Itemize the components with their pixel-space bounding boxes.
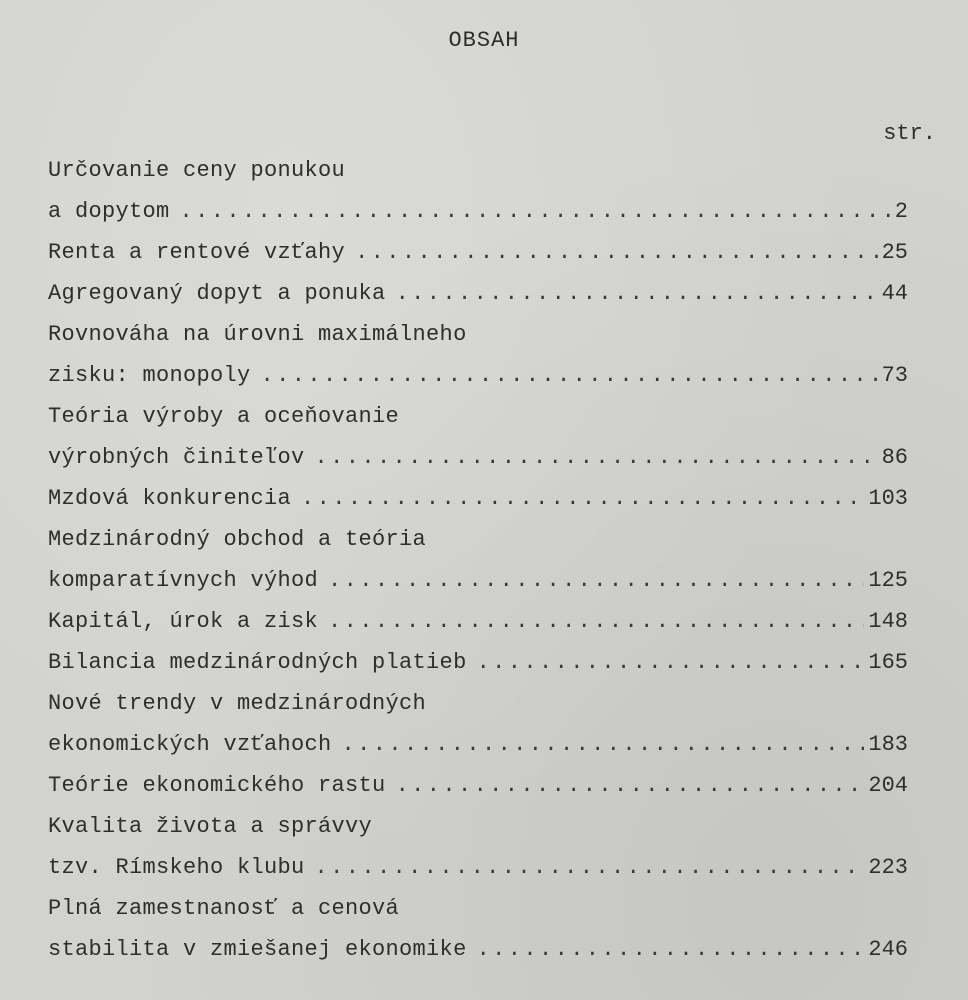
toc-entry-title: Rovnováha na úrovni maximálneho <box>48 322 467 347</box>
toc-entry <box>48 232 908 273</box>
page-title: OBSAH <box>448 28 520 53</box>
toc-page-number: 183 <box>868 732 908 757</box>
toc-entry-title: a dopytom <box>48 199 170 224</box>
toc-page-number: 125 <box>868 568 908 593</box>
toc-entry <box>48 150 908 232</box>
toc-entry-title: Renta a rentové vzťahy <box>48 240 346 265</box>
toc-entry-line <box>48 232 908 273</box>
toc-entry <box>48 314 908 396</box>
toc-entry <box>48 396 908 478</box>
toc-entry-title: Medzinárodný obchod a teória <box>48 527 427 552</box>
dot-leader <box>315 437 878 478</box>
toc-entry-line <box>48 847 908 888</box>
toc-entry-title: Bilancia medzinárodných platieb <box>48 650 467 675</box>
table-of-contents <box>48 150 908 970</box>
toc-entry-line <box>48 150 908 191</box>
toc-entry-line <box>48 396 908 437</box>
toc-entry <box>48 478 908 519</box>
toc-entry <box>48 765 908 806</box>
dot-leader <box>328 560 864 601</box>
toc-entry-title: Nové trendy v medzinárodných <box>48 691 427 716</box>
toc-entry-line <box>48 806 908 847</box>
toc-entry-line <box>48 724 908 765</box>
toc-page-number: 2 <box>894 199 908 224</box>
dot-leader <box>261 355 878 396</box>
toc-page-number: 204 <box>868 773 908 798</box>
toc-entry-line <box>48 929 908 970</box>
toc-entry-line <box>48 437 908 478</box>
toc-entry-line <box>48 519 908 560</box>
toc-page-number: 86 <box>881 445 908 470</box>
toc-entry-line <box>48 888 908 929</box>
toc-page-number: 73 <box>881 363 908 388</box>
dot-leader <box>301 478 864 519</box>
dot-leader <box>477 929 865 970</box>
toc-entry <box>48 273 908 314</box>
toc-entry-line <box>48 601 908 642</box>
page-column-label: str. <box>883 121 936 146</box>
toc-entry-title: Mzdová konkurencia <box>48 486 292 511</box>
toc-entry-title: Teória výroby a oceňovanie <box>48 404 400 429</box>
toc-entry-line <box>48 478 908 519</box>
dot-leader <box>355 232 878 273</box>
toc-entry <box>48 888 908 970</box>
toc-entry-title: ekonomických vzťahoch <box>48 732 332 757</box>
toc-entry-title: výrobných činiteľov <box>48 445 305 470</box>
toc-entry-title: Kapitál, úrok a zisk <box>48 609 319 634</box>
toc-entry-title: tzv. Rímskeho klubu <box>48 855 305 880</box>
toc-entry-title: Kvalita života a správvy <box>48 814 373 839</box>
toc-page-number: 223 <box>868 855 908 880</box>
toc-entry-line <box>48 683 908 724</box>
toc-entry-title: zisku: monopoly <box>48 363 251 388</box>
toc-entry <box>48 601 908 642</box>
toc-entry-title: Agregovaný dopyt a ponuka <box>48 281 386 306</box>
dot-leader <box>477 642 865 683</box>
toc-page-number: 44 <box>881 281 908 306</box>
dot-leader <box>180 191 891 232</box>
dot-leader <box>342 724 865 765</box>
toc-entry-line <box>48 191 908 232</box>
toc-entry-line <box>48 560 908 601</box>
toc-page-number: 165 <box>868 650 908 675</box>
toc-entry-line <box>48 273 908 314</box>
toc-page-number: 25 <box>881 240 908 265</box>
toc-entry-line <box>48 314 908 355</box>
dot-leader <box>396 765 865 806</box>
toc-entry-title: Určovanie ceny ponukou <box>48 158 346 183</box>
toc-entry <box>48 683 908 765</box>
toc-entry-title: Plná zamestnanosť a cenová <box>48 896 400 921</box>
toc-entry <box>48 806 908 888</box>
dot-leader <box>328 601 864 642</box>
toc-entry-line <box>48 642 908 683</box>
toc-page-number: 246 <box>868 937 908 962</box>
dot-leader <box>396 273 878 314</box>
toc-page-number: 148 <box>868 609 908 634</box>
toc-entry-title: Teórie ekonomického rastu <box>48 773 386 798</box>
toc-entry <box>48 642 908 683</box>
toc-entry-line <box>48 355 908 396</box>
toc-entry-line <box>48 765 908 806</box>
toc-entry-title: komparatívnych výhod <box>48 568 319 593</box>
toc-entry <box>48 519 908 601</box>
toc-entry-title: stabilita v zmiešanej ekonomike <box>48 937 467 962</box>
dot-leader <box>315 847 865 888</box>
toc-page-number: 103 <box>868 486 908 511</box>
